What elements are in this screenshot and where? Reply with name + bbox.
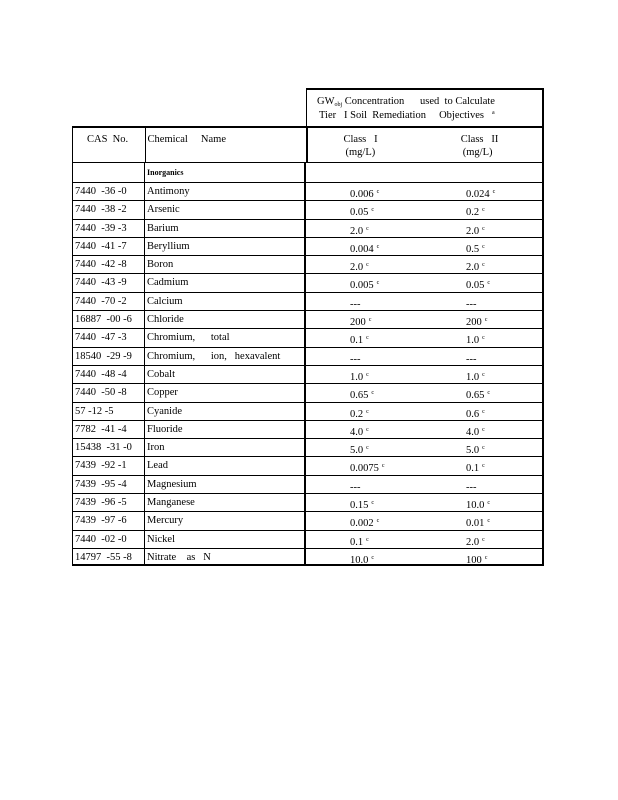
chemical-name-cell-text: Chromium, ion, hexavalent	[147, 350, 281, 362]
class-1-value-cell-text: 0.1	[350, 536, 364, 548]
footnote-c-mark: c	[482, 426, 485, 433]
chemical-name-cell	[145, 512, 306, 529]
class-2-value-cell-text: 0.6	[466, 408, 480, 420]
class-2-value-cell	[424, 531, 542, 548]
chemical-name-cell-text: Cobalt	[147, 368, 175, 380]
class-1-value-cell	[306, 366, 424, 383]
class-2-value-cell-text: ---	[466, 481, 477, 493]
cas-cell-text: 7440 -50 -8	[75, 387, 127, 399]
cas-cell	[73, 238, 145, 255]
chemical-name-column-header	[146, 128, 308, 162]
table-row	[72, 237, 544, 255]
class-1-value-cell	[306, 403, 424, 420]
table-row	[72, 383, 544, 401]
class-1-value-cell	[306, 531, 424, 548]
cas-cell	[73, 311, 145, 328]
footnote-c-mark: c	[482, 463, 485, 470]
class-2-value-cell-text: ---	[466, 298, 477, 310]
footnote-c-mark: c	[366, 335, 369, 342]
class-1-value-cell-text: ---	[350, 481, 361, 493]
cas-cell	[73, 329, 145, 346]
cas-cell-text: 7440 -42 -8	[75, 259, 127, 271]
footnote-c-mark: c	[371, 207, 375, 214]
section-row-inorganics	[72, 162, 544, 182]
cas-cell-text: 15438 -31 -0	[75, 442, 132, 454]
cas-cell-text: 7440 -47 -3	[75, 332, 127, 344]
cas-cell-text: 7440 -02 -0	[75, 533, 127, 545]
footnote-c-mark: c	[482, 408, 485, 415]
header-line-1-text: Concentration used to Calculate	[344, 96, 495, 107]
chemical-name-cell-text: Lead	[147, 460, 168, 472]
chemical-name-cell-text: Chromium, total	[147, 332, 230, 344]
cas-cell-text: 16887 -00 -6	[75, 314, 132, 326]
class-2-value-cell	[424, 421, 542, 438]
table-row	[72, 310, 544, 328]
footnote-c-mark: c	[376, 280, 380, 287]
class-1-value-cell-text: 0.005	[350, 280, 374, 292]
table-row	[72, 182, 544, 200]
class-2-value-cell-text: 0.05	[466, 280, 485, 292]
table-row	[72, 530, 544, 548]
class-1-value-cell-text: 0.006	[350, 189, 374, 200]
cas-cell-text: 7440 -70 -2	[75, 295, 127, 307]
table-row	[72, 438, 544, 456]
chemical-name-cell-text: Manganese	[147, 497, 195, 509]
class-2-value-cell-text: 2.0	[466, 536, 480, 548]
class-1-value-cell	[306, 238, 424, 255]
class-2-value-cell	[424, 220, 542, 237]
footnote-c-mark: c	[368, 317, 372, 324]
cas-cell-text: 7440 -41 -7	[75, 240, 127, 252]
table-row	[72, 475, 544, 493]
chemical-name-cell	[145, 293, 306, 310]
class-2-value-cell-text: 0.2	[466, 207, 480, 219]
class-2-value-cell	[424, 494, 542, 511]
class-2-header-label: Class II	[460, 134, 499, 145]
cas-cell-text: 18540 -29 -9	[75, 350, 132, 362]
class-2-value-cell	[424, 183, 542, 200]
chemical-name-cell-text: Barium	[147, 222, 179, 234]
class-2-value-cell	[424, 403, 542, 420]
cas-cell	[73, 201, 145, 218]
cas-cell-text: 7782 -41 -4	[75, 423, 127, 435]
chemical-name-cell-text: Cadmium	[147, 277, 189, 289]
cas-cell	[73, 366, 145, 383]
class-2-column-header	[425, 128, 542, 162]
class-2-value-cell	[424, 329, 542, 346]
cas-cell-text: 7440 -36 -0	[75, 186, 127, 197]
class-2-value-cell	[424, 366, 542, 383]
chemical-name-cell	[145, 403, 306, 420]
footnote-c-mark: c	[371, 390, 375, 397]
footnote-c-mark: c	[366, 426, 369, 433]
footnote-c-mark: c	[381, 463, 385, 470]
header-gw: GW	[317, 96, 335, 107]
table-row	[72, 548, 544, 566]
class-1-value-cell	[306, 439, 424, 456]
class-1-value-cell-text: 0.004	[350, 243, 374, 255]
footnote-c-mark: c	[366, 445, 369, 452]
chemical-name-cell	[145, 476, 306, 493]
cas-cell-text: 7439 -96 -5	[75, 497, 127, 509]
footnote-c-mark: c	[482, 262, 485, 269]
footnote-c-mark: c	[482, 207, 485, 214]
table-row	[72, 273, 544, 291]
cas-cell-text: 57 -12 -5	[75, 405, 114, 417]
chemical-name-cell	[145, 311, 306, 328]
table-row	[72, 420, 544, 438]
class-2-value-cell-text: ---	[466, 353, 477, 365]
cas-header-label: CAS No.	[87, 134, 129, 145]
table-row	[72, 365, 544, 383]
table-row	[72, 511, 544, 529]
cas-cell-text: 7440 -39 -3	[75, 222, 127, 234]
footnote-c-mark: c	[376, 189, 380, 195]
chemical-name-cell-text: Iron	[147, 442, 165, 454]
class-2-value-cell-text: 0.5	[466, 243, 480, 255]
chemical-name-cell-text: Boron	[147, 259, 174, 271]
class-1-value-cell-text: 5.0	[350, 445, 364, 457]
header-line-2	[319, 110, 495, 121]
remediation-objectives-table	[72, 88, 544, 566]
class-1-value-cell	[306, 476, 424, 493]
class-2-value-cell-text: 1.0	[466, 371, 480, 383]
footnote-c-mark: c	[482, 536, 485, 543]
cas-cell	[73, 531, 145, 548]
section-cas-cell	[73, 163, 145, 182]
class-1-value-cell	[306, 494, 424, 511]
class-2-value-cell	[424, 311, 542, 328]
class-1-value-cell	[306, 274, 424, 291]
chemical-name-cell	[145, 348, 306, 365]
table-row	[72, 200, 544, 218]
class-2-value-cell	[424, 274, 542, 291]
cas-cell-text: 7440 -38 -2	[75, 204, 127, 216]
cas-cell-text: 14797 -55 -8	[75, 551, 132, 563]
cas-cell	[73, 457, 145, 474]
class-1-value-cell	[306, 201, 424, 218]
footnote-c-mark: c	[366, 262, 369, 269]
class-1-value-cell	[306, 384, 424, 401]
footnote-c-mark: c	[482, 225, 485, 232]
cas-cell	[73, 512, 145, 529]
cas-cell	[73, 183, 145, 200]
chemical-name-cell-text: Chloride	[147, 314, 184, 326]
class-1-value-cell-text: 2.0	[350, 225, 364, 237]
class-1-value-cell-text: 0.65	[350, 390, 369, 402]
chemical-name-cell	[145, 366, 306, 383]
cas-column-header	[73, 128, 146, 162]
table-row	[72, 456, 544, 474]
chemical-name-cell-text: Arsenic	[147, 204, 180, 216]
footnote-c-mark: c	[366, 408, 369, 415]
chemical-name-cell	[145, 274, 306, 291]
cas-cell-text: 7439 -97 -6	[75, 515, 127, 527]
class-2-value-cell	[424, 256, 542, 273]
cas-cell	[73, 494, 145, 511]
cas-cell	[73, 476, 145, 493]
chemical-name-cell	[145, 201, 306, 218]
class-1-value-cell	[306, 421, 424, 438]
chemical-name-cell	[145, 238, 306, 255]
chemical-name-cell	[145, 549, 306, 564]
class-1-value-cell-text: 200	[350, 317, 366, 329]
class-1-value-cell-text: 0.002	[350, 518, 374, 530]
class-1-value-cell	[306, 293, 424, 310]
cas-cell	[73, 421, 145, 438]
footnote-c-mark: c	[487, 500, 491, 507]
chemical-name-cell-text: Calcium	[147, 295, 183, 307]
class-1-value-cell-text: 0.05	[350, 207, 369, 219]
chemical-name-cell-text: Fluoride	[147, 423, 183, 435]
cas-cell	[73, 439, 145, 456]
table-row	[72, 292, 544, 310]
chemical-name-cell-text: Magnesium	[147, 478, 197, 490]
chemical-name-cell	[145, 384, 306, 401]
footnote-c-mark: c	[487, 280, 491, 287]
cas-cell	[73, 403, 145, 420]
footnote-c-mark: c	[482, 243, 485, 250]
concentration-group-header	[306, 88, 544, 126]
chemical-name-cell	[145, 439, 306, 456]
table-row	[72, 328, 544, 346]
class-1-column-header	[308, 128, 425, 162]
footnote-c-mark: c	[484, 554, 488, 561]
class-2-value-cell-text: 0.01	[466, 518, 485, 530]
class-2-value-cell	[424, 439, 542, 456]
footnote-c-mark: c	[487, 390, 491, 397]
table-body	[72, 182, 544, 566]
cas-cell-text: 7440 -48 -4	[75, 368, 127, 380]
table-row	[72, 347, 544, 365]
table-row	[72, 493, 544, 511]
footnote-c-mark: c	[376, 243, 380, 250]
header-footnote-a: a	[491, 110, 495, 116]
chemical-name-cell-text: Copper	[147, 387, 178, 399]
cas-cell	[73, 384, 145, 401]
class-2-value-cell-text: 0.024	[466, 189, 490, 200]
footnote-c-mark: c	[482, 371, 485, 378]
chemical-name-cell	[145, 329, 306, 346]
chemical-name-cell-text: Beryllium	[147, 240, 190, 252]
class-1-value-cell	[306, 329, 424, 346]
class-1-value-cell	[306, 549, 424, 564]
footnote-c-mark: c	[366, 371, 369, 378]
class-1-value-cell-text: ---	[350, 353, 361, 365]
table-row	[72, 219, 544, 237]
class-2-value-cell	[424, 457, 542, 474]
footnote-c-mark: c	[484, 317, 488, 324]
cas-cell	[73, 220, 145, 237]
class-2-value-cell-text: 200	[466, 317, 482, 329]
class-2-value-cell-text: 2.0	[466, 225, 480, 237]
cas-cell-text: 7439 -92 -1	[75, 460, 127, 472]
footnote-c-mark: c	[376, 518, 380, 525]
cas-cell	[73, 293, 145, 310]
class-2-value-cell	[424, 348, 542, 365]
header-obj-subscript: obj	[334, 102, 343, 108]
class-1-unit-label: (mg/L)	[345, 147, 376, 158]
class-2-value-cell	[424, 293, 542, 310]
class-2-value-cell-text: 0.65	[466, 390, 485, 402]
header-line-1	[317, 96, 495, 108]
cas-cell	[73, 256, 145, 273]
class-1-value-cell	[306, 348, 424, 365]
class-2-value-cell-text: 4.0	[466, 426, 480, 438]
header-line-2-text: Tier I Soil Remediation Objectives	[319, 110, 484, 121]
chemical-name-cell	[145, 457, 306, 474]
class-2-value-cell-text: 0.1	[466, 463, 480, 475]
class-2-value-cell	[424, 201, 542, 218]
class-1-value-cell-text: 10.0	[350, 554, 369, 565]
chemical-name-cell-text: Nickel	[147, 533, 175, 545]
class-1-value-cell	[306, 311, 424, 328]
class-1-header-label: Class I	[343, 134, 378, 145]
class-1-value-cell-text: 0.15	[350, 500, 369, 512]
class-2-value-cell	[424, 476, 542, 493]
chemical-name-cell-text: Cyanide	[147, 405, 182, 417]
section-class-1-cell	[306, 163, 424, 182]
class-2-value-cell-text: 1.0	[466, 335, 480, 347]
chemical-name-cell	[145, 494, 306, 511]
class-1-value-cell-text: 0.2	[350, 408, 364, 420]
footnote-c-mark: c	[366, 536, 369, 543]
class-2-unit-label: (mg/L)	[462, 147, 493, 158]
footnote-c-mark: c	[482, 335, 485, 342]
chemical-name-header-label: Chemical Name	[147, 134, 226, 145]
cas-cell-text: 7439 -95 -4	[75, 478, 127, 490]
section-label: Inorganics	[147, 168, 184, 177]
class-1-value-cell	[306, 256, 424, 273]
cas-cell	[73, 274, 145, 291]
class-2-value-cell-text: 2.0	[466, 262, 480, 274]
class-1-value-cell-text: 4.0	[350, 426, 364, 438]
footnote-c-mark: c	[366, 225, 369, 232]
class-1-value-cell	[306, 512, 424, 529]
class-1-value-cell	[306, 183, 424, 200]
chemical-name-cell-text: Nitrate as N	[147, 551, 211, 563]
section-label-cell	[145, 163, 306, 182]
chemical-name-cell-text: Mercury	[147, 515, 184, 527]
class-2-value-cell-text: 100	[466, 554, 482, 565]
class-1-value-cell-text: 0.0075	[350, 463, 379, 475]
cas-cell	[73, 549, 145, 564]
table-row	[72, 255, 544, 273]
cas-cell-text: 7440 -43 -9	[75, 277, 127, 289]
class-1-value-cell	[306, 220, 424, 237]
class-2-value-cell	[424, 384, 542, 401]
class-2-value-cell	[424, 549, 542, 564]
class-1-value-cell-text: ---	[350, 298, 361, 310]
class-2-value-cell-text: 5.0	[466, 445, 480, 457]
footnote-c-mark: c	[492, 189, 496, 195]
footnote-c-mark: c	[371, 500, 375, 507]
footnote-c-mark: c	[487, 518, 491, 525]
chemical-name-cell	[145, 256, 306, 273]
footnote-c-mark: c	[371, 554, 375, 561]
class-2-value-cell	[424, 238, 542, 255]
chemical-name-cell-text: Antimony	[147, 186, 190, 197]
chemical-name-cell	[145, 421, 306, 438]
chemical-name-cell	[145, 531, 306, 548]
column-header-row	[72, 126, 544, 162]
footnote-c-mark: c	[482, 445, 485, 452]
class-2-value-cell	[424, 512, 542, 529]
class-1-value-cell	[306, 457, 424, 474]
class-2-value-cell-text: 10.0	[466, 500, 485, 512]
class-1-value-cell-text: 0.1	[350, 335, 364, 347]
chemical-name-cell	[145, 183, 306, 200]
section-class-2-cell	[424, 163, 542, 182]
class-1-value-cell-text: 2.0	[350, 262, 364, 274]
class-1-value-cell-text: 1.0	[350, 371, 364, 383]
table-row	[72, 402, 544, 420]
cas-cell	[73, 348, 145, 365]
chemical-name-cell	[145, 220, 306, 237]
